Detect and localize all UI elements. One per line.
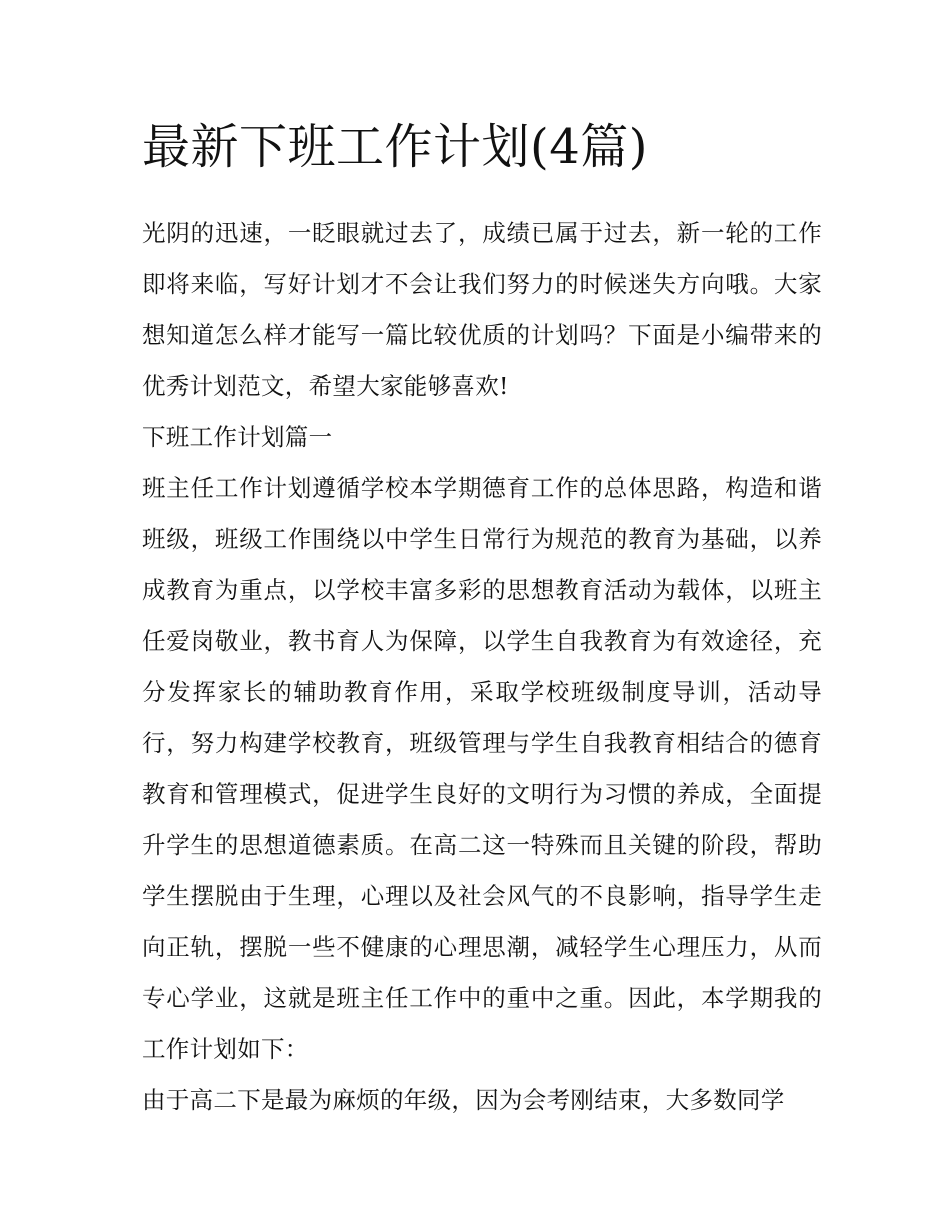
section-heading: 下班工作计划篇一 bbox=[142, 423, 333, 451]
document-title: 最新下班工作计划(4篇) bbox=[142, 119, 648, 175]
last-paragraph: 由于高二下是最为麻烦的年级，因为会考刚结束，大多数同学 bbox=[142, 1086, 785, 1114]
intro-paragraph: 光阴的迅速，一眨眼就过去了，成绩已属于过去，新一轮的工作即将来临，写好计划才不会让我们努力的时候迷失方向哦。大家想知道怎么样才能写一篇比较优质的计划吗？下面是小编带来的优秀计划范文，希望大家能够喜欢! bbox=[142, 219, 822, 400]
body-paragraph: 班主任工作计划遵循学校本学期德育工作的总体思路，构造和谐班级，班级工作围绕以中学生日常行为规范的教育为基础，以养成教育为重点，以学校丰富多彩的思想教育活动为载体，以班主任爱岗敬业，教书育人为保障，以学生自我教育为有效途径，充分发挥家长的辅助教育作用，采取学校班级制度导训，活动导行，努力构建学校教育，班级管理与学生自我教育相结合的德育教育和管理模式，促进学生良好的文明行为习惯的养成，全面提升学生的思想道德素质。在高二这一特殊而且关键的阶段，帮助学生摆脱由于生理，心理以及社会风气的不良影响，指导学生走向正轨，摆脱一些不健康的心理思潮，减轻学生心理压力，从而专心学业，这就是班主任工作中的重中之重。因此，本学期我的工作计划如下： bbox=[142, 474, 822, 1063]
document-content bbox=[142, 112, 822, 1126]
